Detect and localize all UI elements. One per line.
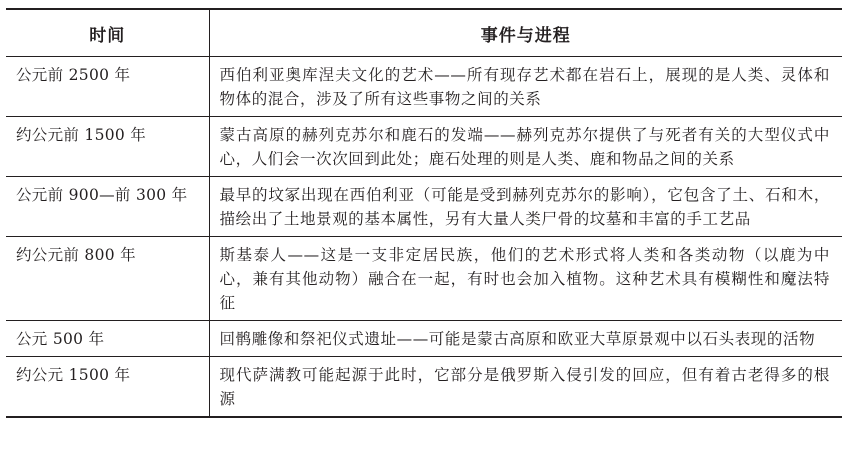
row-event: 蒙古高原的赫列克苏尔和鹿石的发端——赫列克苏尔提供了与死者有关的大型仪式中心，人们会一次次回到此处；鹿石处理的则是人类、鹿和物品之间的关系 <box>209 117 842 177</box>
row-time: 公元前 2500 年 <box>6 57 209 117</box>
row-time: 公元 500 年 <box>6 321 209 357</box>
row-event: 最早的坟冢出现在西伯利亚（可能是受到赫列克苏尔的影响），它包含了土、石和木，描绘出了土地景观的基本属性，另有大量人类尸骨的坟墓和丰富的手工艺品 <box>209 177 842 237</box>
table-row <box>6 357 842 418</box>
row-event: 斯基泰人——这是一支非定居民族，他们的艺术形式将人类和各类动物（以鹿为中心，兼有其他动物）融合在一起，有时也会加入植物。这种艺术具有模糊性和魔法特征 <box>209 237 842 321</box>
row-time: 约公元 1500 年 <box>6 357 209 418</box>
header-time: 时间 <box>6 9 209 57</box>
timeline-table-page <box>0 8 848 418</box>
row-time: 约公元前 800 年 <box>6 237 209 321</box>
table-row <box>6 57 842 117</box>
table-row <box>6 321 842 357</box>
timeline-table <box>6 8 842 418</box>
header-row <box>6 9 842 57</box>
row-event: 西伯利亚奥库涅夫文化的艺术——所有现存艺术都在岩石上，展现的是人类、灵体和物体的混合，涉及了所有这些事物之间的关系 <box>209 57 842 117</box>
row-event: 回鹘雕像和祭祀仪式遗址——可能是蒙古高原和欧亚大草原景观中以石头表现的活物 <box>209 321 842 357</box>
table-body <box>6 57 842 418</box>
table-header <box>6 9 842 57</box>
row-event: 现代萨满教可能起源于此时，它部分是俄罗斯入侵引发的回应，但有着古老得多的根源 <box>209 357 842 418</box>
table-row <box>6 177 842 237</box>
table-row <box>6 237 842 321</box>
row-time: 约公元前 1500 年 <box>6 117 209 177</box>
header-event: 事件与进程 <box>209 9 842 57</box>
row-time: 公元前 900—前 300 年 <box>6 177 209 237</box>
table-row <box>6 117 842 177</box>
